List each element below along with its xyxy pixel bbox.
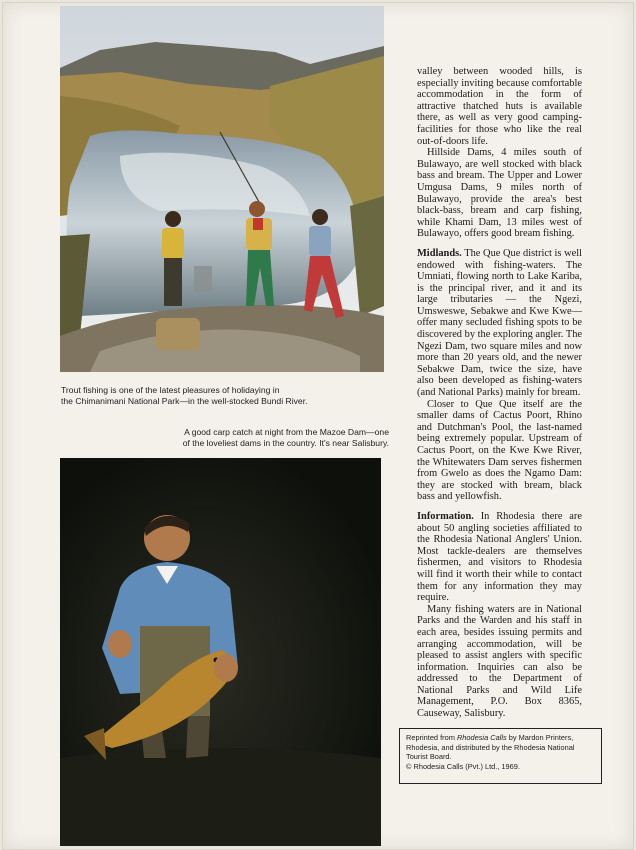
credit-copyright: © Rhodesia Calls (Pvt.) Ltd., 1969. (406, 761, 520, 771)
midlands-text: The Que Que district is well endowed with fishing-waters. The Umniati, flowing north to Lake Kariba, is the principal river, and it and its large tributaries — the Ngezi, Umsweswe, Sebakwe and Kwe Kwe—offer many secluded fishing spots to be discovered by the exploring angler. The Ngezi Dam, two square miles and now more than 20 years old, and the newer Sebakwe Dam, twice the size, have also been developed as fishing-waters (and National Parks) mainly for bream. (417, 247, 582, 399)
article-paragraph: Many fishing waters are in National Parks and the Warden and his staff in each area, besides issuing permits and arranging accommodation, will be pleased to assist anglers with specific information. Inquiries can also be addressed to the Department of National Parks and Wild Life Management, P.O. Box 8365, Causeway, Salisbury. (417, 603, 582, 720)
credit-text (406, 733, 595, 762)
carp-caption (114, 427, 389, 449)
article-paragraph: valley between wooded hills, is especially inviting because comfortable accommodation in the form of attractive thatched huts is available there, as well as very good camping-facilities for those who like the real out-of-doors life. (417, 66, 582, 147)
article-column (417, 66, 582, 720)
credit-magazine: Rhodesia Calls (456, 733, 507, 742)
article-paragraph: Hillside Dams, 4 miles south of Bulawayo, are well stocked with black bass and bream. The Upper and Lower Umgusa Dams, 9 miles north of Bulawayo, provide the area's best black-bass, bream and carp fishing, while Khami Dam, 13 miles west of Bulawayo, offers good bream fishing. (417, 147, 582, 240)
trout-fishing-photo (60, 6, 384, 372)
credit-rest: by Mardon Printers, Rhodesia, and distributed by the Rhodesia National Tourist Board. (406, 733, 575, 762)
article-paragraph: Closer to Que Que itself are the smaller dams of Cactus Poort, Rhino and Dutchman's Pool, the last-named being extremely popular. Upstream of Cactus Poort, on the Kwe Kwe River, the Whitewaters Dam serves fishermen from Gwelo as does the Ngamo Dam: they are stocked with bream, black bass and yellowfish. (417, 398, 582, 503)
midlands-heading: Midlands. (417, 247, 462, 259)
credit-box (399, 728, 602, 784)
trout-caption-line2: the Chimanimani National Park—in the well-stocked Bundi River. (61, 396, 308, 406)
carp-caption-line2: of the loveliest dams in the country. It's near Salisbury. (182, 438, 389, 448)
midlands-paragraph (417, 248, 582, 399)
credit-reprinted: Reprinted from (406, 733, 455, 742)
information-text: In Rhodesia there are about 50 angling societies affiliated to the Rhodesia National Anglers' Union. Most tackle-dealers are themselves fishermen, and visitors to Rhodesia will find it worth their while to contact them for any information they may require. (417, 510, 582, 604)
trout-caption (61, 385, 391, 407)
carp-catch-photo (60, 458, 381, 846)
information-heading: Information. (417, 510, 474, 522)
information-paragraph (417, 511, 582, 604)
carp-caption-line1: A good carp catch at night from the Mazoe Dam—one (184, 427, 389, 437)
trout-caption-line1: Trout fishing is one of the latest pleasures of holidaying in (61, 385, 280, 395)
